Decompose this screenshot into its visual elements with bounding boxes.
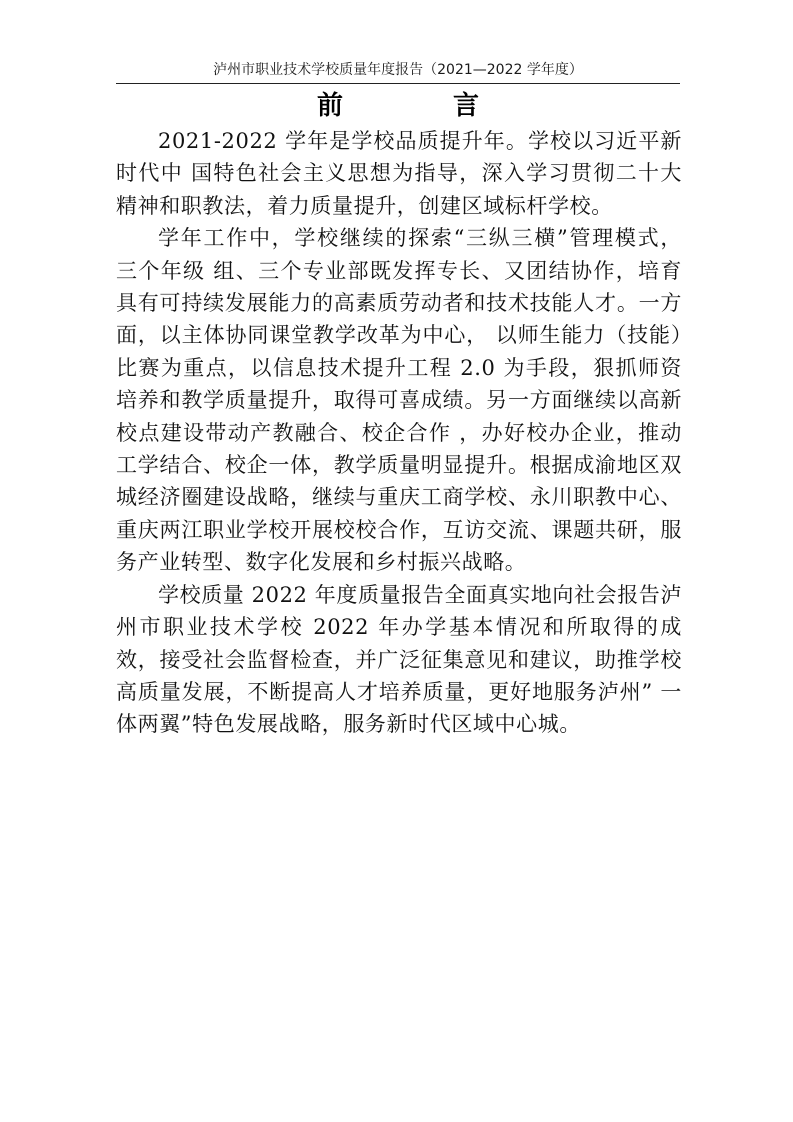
paragraph-report: 学校质量 2022 年度质量报告全面真实地向社会报告泸州市职业技术学校 2022 年办学基本情况和所取得的成效，接受社会监督检查，并广泛征集意见和建议，助推学校高质量发展，不断提高人才培养质量，更好地服务泸州” 一体两翼”特色发展战略，服务新时代区域中心城。 [116,582,682,737]
paragraph-intro: 2021-2022 学年是学校品质提升年。学校以习近平新时代中 国特色社会主义思想为指导，深入学习贯彻二十大精神和职教法，着力质量提升，创建区域标杆学校。 [116,129,682,218]
page-title: 前言 [316,91,589,121]
document-body [116,125,682,741]
running-header: 泸州市职业技术学校质量年度报告（2021—2022 学年度） [213,62,583,78]
paragraph-work: 学年工作中，学校继续的探索“三纵三横”管理模式， 三个年级 组、三个专业部既发挥专长、又团结协作，培育具有可持续发展能力的高素质劳动者和技术技能人才。一方面，以主体协同课堂教学改革为中心， 以师生能力（技能）比赛为重点，以信息技术提升工程 2.0 为手段，狠抓师资培养和教学质量提升，取得可喜成绩。另一方面继续以高新校点建设带动产教融合、校企合作 ，办好校办企业，推动工学结合、校企一体，教学质量明显提升。根据成渝地区双城经济圈建设战略，继续与重庆工商学校、永川职教中心、重庆两江职业学校开展校校合作，互访交流、课题共研，服务产业转型、数字化发展和乡村振兴战略。 [116,226,682,575]
header-divider [116,83,680,84]
